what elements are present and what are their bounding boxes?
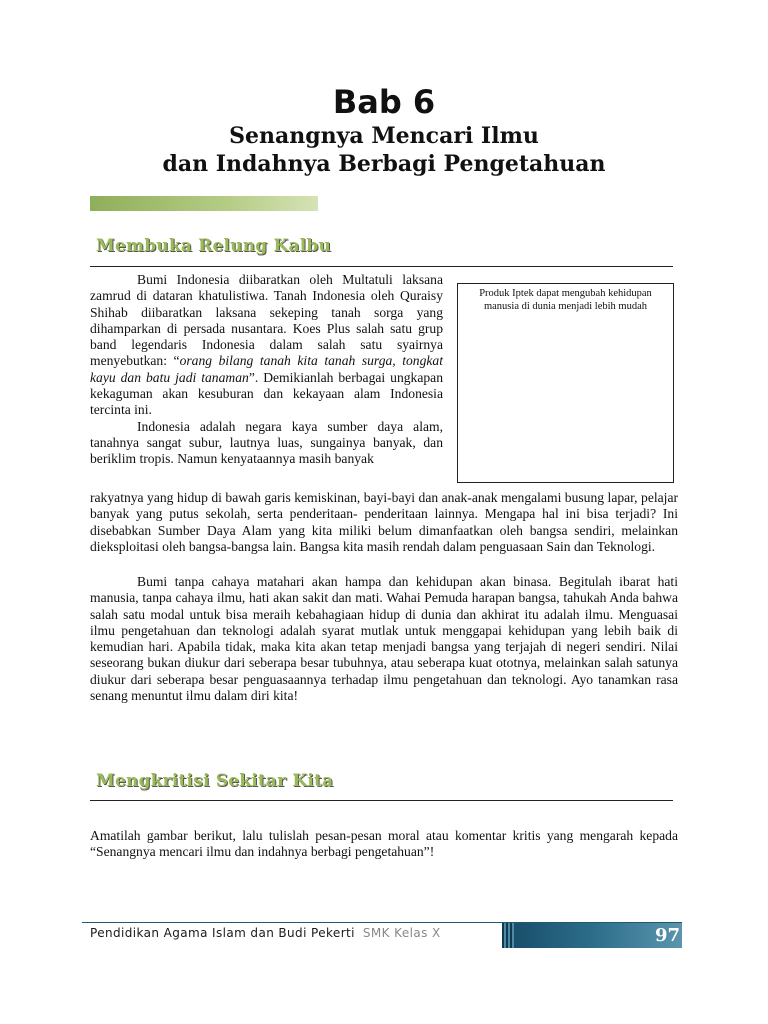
section-rule-1 bbox=[90, 266, 673, 267]
paragraph-3: Bumi tanpa cahaya matahari akan hampa dan kehidupan akan binasa. Begitulah ibarat hati manusia, tanpa cahaya ilmu, hati akan sakit dan mati. Wahai Pemuda harapan bangsa, tahukah Anda bahwa salah satu modal untuk bisa meraih kebahagiaan hidup di dunia dan akhirat itu adalah ilmu. Menguasai ilmu pengetahuan dan teknologi adalah syarat mutlak untuk menggapai kehidupan yang lebih baik di kemudian hari. Apabila tidak, maka kita akan tetap menjadi bangsa yang terjajah di negeri sendiri. Nilai seseorang bukan diukur dari seberapa besar tubuhnya, atau seberapa kuat ototnya, melainkan salah satunya diukur dari seberapa besar penguasaannya terhadap ilmu pengetahuan dan teknologi. Ayo tanamkan rasa senang menuntut ilmu dalam diri kita! bbox=[90, 574, 678, 704]
song-quote: orang bilang tanah kita tanah surga, tongkat kayu dan batu jadi tanaman bbox=[90, 353, 443, 385]
page-number: 97 bbox=[654, 925, 680, 946]
paragraph-2-rest: rakyatnya yang hidup di bawah garis kemiskinan, bayi-bayi dan anak-anak mengalami busung lapar, pelajar banyak yang putus sekolah, serta penderitaan- penderitaan lainnya. Mengapa hal ini bisa terjadi? Ini disebabkan Sumber Daya Alam yang kita miliki belum dimanfaatkan oleh bangsa sendiri, melainkan dieksploitasi oleh bangsa-bangsa lain. Bangsa kita masih rendah dalam penguasaan Sain dan Teknologi. bbox=[90, 490, 678, 554]
section-rule-2 bbox=[90, 800, 673, 801]
paragraph-1-end: ”. Demikianlah berbagai ungkapan kekaguman akan kesuburan dan kekayaan alam Indonesia tercinta ini. bbox=[90, 369, 443, 418]
intro-column bbox=[90, 272, 443, 468]
chapter-number: Bab 6 bbox=[332, 83, 436, 121]
paragraph-2-continued-block bbox=[90, 490, 678, 555]
paragraph-2-start: Indonesia adalah negara kaya sumber daya alam, tanahnya sangat subur, lautnya luas, sungainya banyak, dan beriklim tropis. Namun kenyataannya masih banyak bbox=[90, 418, 443, 467]
section-2-instruction: Amatilah gambar berikut, lalu tulislah pesan-pesan moral atau komentar kritis yang mengarah kepada “Senangnya mencari ilmu dan indahnya berbagi pengetahuan”! bbox=[90, 828, 678, 860]
figure-caption: Produk Iptek dapat mengubah kehidupan manusia di dunia menjadi lebih mudah bbox=[479, 288, 652, 312]
section-2-block bbox=[90, 828, 678, 861]
footer-stripes bbox=[502, 923, 514, 948]
footer-grade: SMK Kelas X bbox=[362, 926, 441, 940]
decorative-green-bar bbox=[90, 196, 318, 211]
chapter-title-line1: Senangnya Mencari Ilmu bbox=[229, 123, 539, 149]
figure-box bbox=[457, 283, 674, 483]
footer-book-title bbox=[90, 926, 441, 940]
chapter-title-line2: dan Indahnya Berbagi Pengetahuan bbox=[162, 151, 606, 177]
section-heading-1: Membuka Relung Kalbu bbox=[96, 236, 332, 256]
footer-book-name: Pendidikan Agama Islam dan Budi Pekerti bbox=[90, 926, 355, 940]
paragraph-1-text: Bumi Indonesia diibaratkan oleh Multatuli laksana zamrud di dataran khatulistiwa. Tanah Indonesia oleh Quraisy Shihab diibaratkan laksana sekeping tanah sorga yang dihamparkan di persada nusantara. Koes Plus salah satu grup band legendaris Indonesia dalam salah satu syairnya menyebutkan: “ bbox=[90, 272, 443, 369]
section-heading-2: Mengkritisi Sekitar Kita bbox=[96, 771, 334, 791]
paragraph-3-block bbox=[90, 574, 678, 704]
paragraph-1 bbox=[90, 272, 443, 419]
